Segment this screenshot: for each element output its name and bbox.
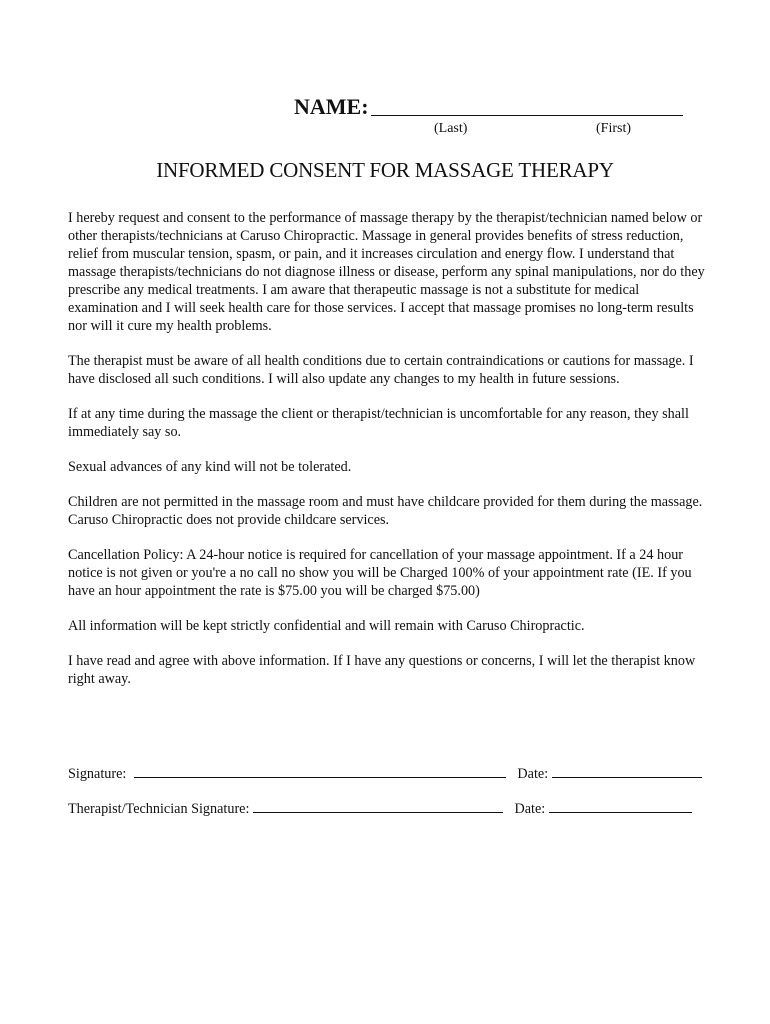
therapist-signature-label: Therapist/Technician Signature: <box>68 801 250 817</box>
name-field-block <box>294 93 694 136</box>
consent-body <box>68 209 708 705</box>
paragraph-sexual-advances: Sexual advances of any kind will not be tolerated. <box>68 459 352 475</box>
therapist-signature-row <box>68 798 708 818</box>
client-date-line[interactable] <box>552 763 702 778</box>
name-label: NAME: <box>294 94 369 119</box>
client-signature-label: Signature: <box>68 766 127 782</box>
paragraph-confidentiality: All information will be kept strictly confidential and will remain with Caruso Chiropractic. <box>68 618 585 634</box>
therapist-date-line[interactable] <box>549 798 692 813</box>
name-input-line[interactable] <box>371 93 683 116</box>
client-date-label: Date: <box>517 766 549 782</box>
name-row <box>294 93 694 120</box>
first-name-caption: (First) <box>596 121 631 136</box>
therapist-signature-line[interactable] <box>253 798 503 813</box>
paragraph-discomfort: If at any time during the massage the client or therapist/technician is uncomfortable for any reason, they shall immediately say so. <box>68 406 689 440</box>
document-title: INFORMED CONSENT FOR MASSAGE THERAPY <box>156 158 614 182</box>
client-signature-line[interactable] <box>134 763 506 778</box>
paragraph-children: Children are not permitted in the massage room and must have childcare provided for them during the massage. Caruso Chiropractic does not provide childcare services. <box>68 494 703 528</box>
paragraph-agreement: I have read and agree with above information. If I have any questions or concerns, I will let the therapist know right away. <box>68 653 696 687</box>
last-name-caption: (Last) <box>434 121 468 136</box>
client-signature-row <box>68 763 708 783</box>
paragraph-cancellation-policy: Cancellation Policy: A 24-hour notice is required for cancellation of your massage appointment. If a 24 hour notice is not given or you're a no call no show you will be Charged 100% of your appointment rate (IE. If you have an hour appointment the rate is $75.00 you will be charged $75.00) <box>68 547 692 599</box>
paragraph-health-conditions: The therapist must be aware of all health conditions due to certain contraindications or cautions for massage. I have disclosed all such conditions. I will also update any changes to my health in future sessions. <box>68 353 694 387</box>
therapist-date-label: Date: <box>514 801 546 817</box>
paragraph-benefits: I hereby request and consent to the performance of massage therapy by the therapist/technician named below or other therapists/technicians at Caruso Chiropractic. Massage in general provides benefits of stress reduction, relief from muscular tension, spasm, or pain, and it increases circulation and energy flow. I understand that massage therapists/technicians do not diagnose illness or disease, perform any spinal manipulations, nor do they prescribe any medical treatments. I am aware that therapeutic massage is not a substitute for medical examination and I will seek health care for those services. I accept that massage promises no long-term results nor will it cure my health problems. <box>68 210 705 334</box>
